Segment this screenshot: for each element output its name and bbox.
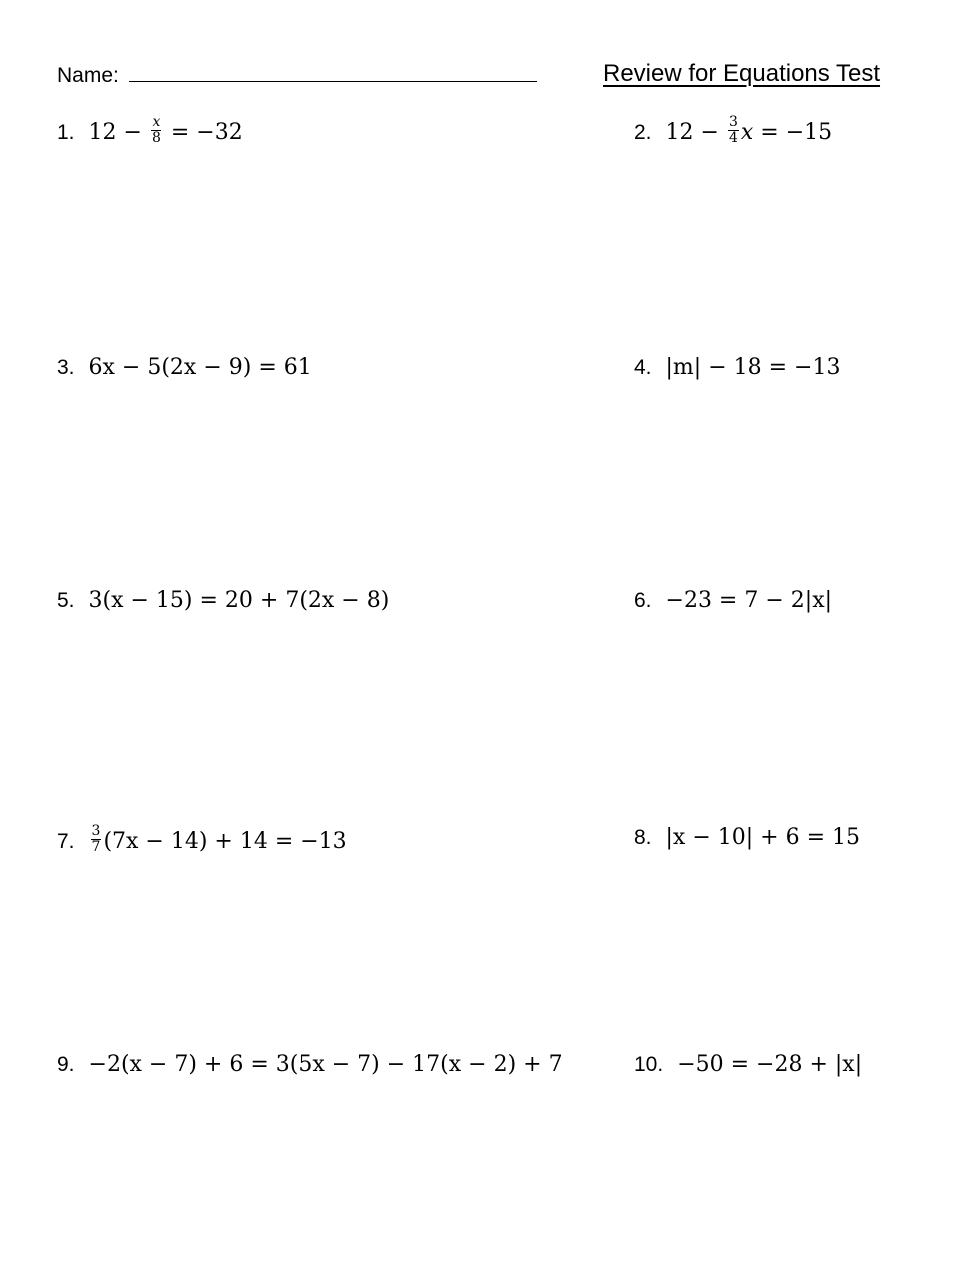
name-blank-line[interactable] [129, 63, 537, 82]
equation: 6x − 5(2x − 9) = 61 [88, 355, 312, 380]
equation: −23 = 7 − 2|x| [665, 588, 833, 613]
problem-9 [57, 1054, 563, 1076]
problem-number: 7. [57, 830, 75, 854]
equation: 3(x − 15) = 20 + 7(2x − 8) [88, 588, 390, 613]
problem-number: 4. [634, 356, 652, 379]
problem-number: 3. [57, 356, 75, 379]
problem-5 [57, 590, 389, 612]
fraction: $\frac{3}{4}$ [728, 114, 738, 146]
fraction: $\frac{3}{7}$ [91, 823, 101, 855]
problem-number: 5. [57, 589, 75, 612]
equation: 12 − $\frac{3}{4}$ x = −15 [665, 114, 833, 146]
problem-number: 8. [634, 826, 652, 849]
problem-number: 2. [634, 121, 652, 145]
equation: |x − 10| + 6 = 15 [665, 825, 860, 850]
equation: $\frac{3}{7}$ (7x − 14) + 14 = −13 [91, 823, 347, 855]
problem-2 [634, 114, 833, 148]
problem-1 [57, 114, 243, 148]
fraction: $\frac{x}{8}$ [151, 114, 161, 146]
equation: 12 − $\frac{x}{8}$ = −32 [88, 114, 243, 146]
problem-4 [634, 357, 840, 379]
problem-7 [57, 823, 347, 857]
name-label: Name: [57, 64, 119, 87]
name-field [57, 63, 537, 88]
problem-number: 6. [634, 589, 652, 612]
equation: −2(x − 7) + 6 = 3(5x − 7) − 17(x − 2) + 7 [88, 1052, 563, 1077]
problem-10 [634, 1054, 862, 1076]
problem-number: 1. [57, 121, 75, 145]
equation: −50 = −28 + |x| [677, 1052, 863, 1077]
problem-number: 10. [634, 1053, 664, 1076]
problem-number: 9. [57, 1053, 75, 1076]
page-title: Review for Equations Test [603, 60, 881, 87]
equation: |m| − 18 = −13 [665, 355, 841, 380]
problem-3 [57, 357, 312, 379]
problem-8 [634, 827, 860, 849]
problem-6 [634, 590, 832, 612]
